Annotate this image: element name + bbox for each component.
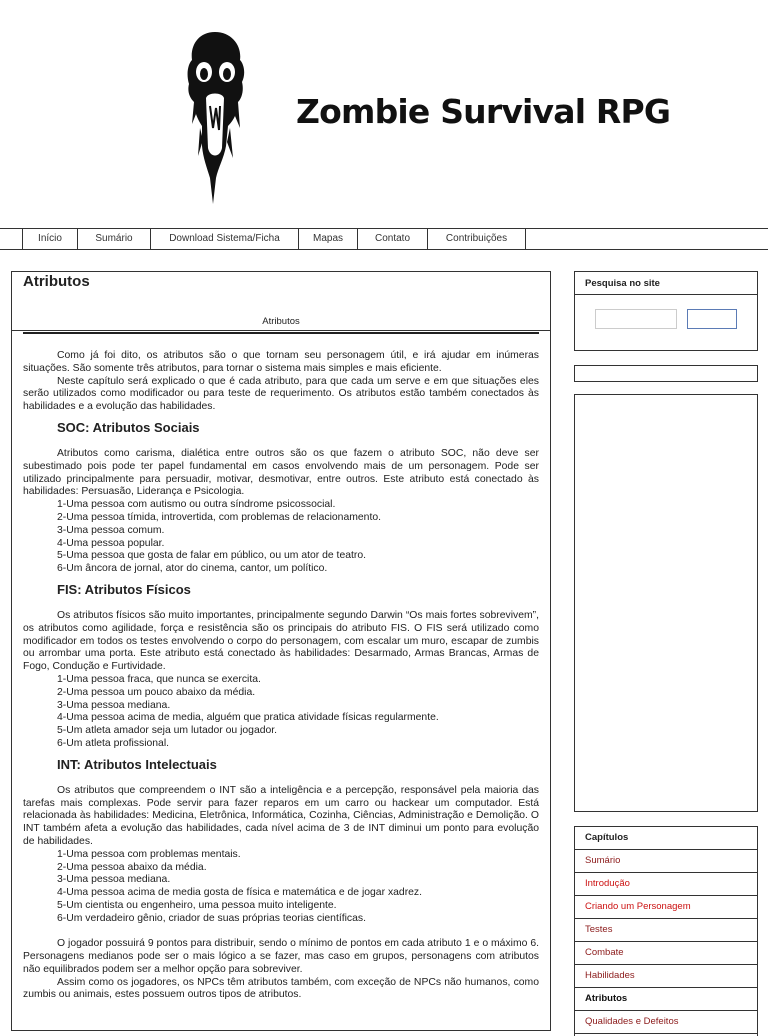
int-description: Os atributos que compreendem o INT são a inteligência e a percepção, responsável pela maioria das tarefas mais complexas. Pode servir para fazer reparos em um carro ou hackear um computador. Está relacionada às habilidades: Medicina, Eletrônica, Informática, Cozinha, Ciências, Administração e Demolição. O INT também afeta a evolução das habilidades, cada nível acima de 3 de INT diminui um ponto para evolução de habilidades. — [23, 784, 539, 847]
nav-item-sumario[interactable]: Sumário — [78, 229, 151, 249]
soc-level-item: 3-Uma pessoa comum. — [57, 524, 165, 536]
int-level-item: 4-Uma pessoa acima de media gosta de física e matemática e de jogar xadrez. — [57, 887, 423, 899]
title-divider — [12, 330, 550, 331]
post-subtitle: Atributos — [262, 316, 300, 327]
search-button[interactable] — [687, 309, 737, 329]
section-heading-int: INT: Atributos Intelectuais — [57, 756, 217, 772]
int-level-item: 3-Uma pessoa mediana. — [57, 874, 171, 886]
int-level-item: 2-Uma pessoa abaixo da média. — [57, 861, 207, 873]
int-level-item: 6-Um verdadeiro gênio, criador de suas próprias teorias científicas. — [57, 912, 366, 924]
search-input[interactable] — [595, 309, 677, 329]
closing-paragraph: O jogador possuirá 9 pontos para distribuir, sendo o mínimo de pontos em cada atributo 1 e o máximo 6. Personagens medianos pode ser o mais lógico a se fazer, mas caso em grupos, personagens com atributos não equilibrados podem ser a melhor opção para sobreviver. — [23, 938, 539, 975]
chapter-link-habilidades[interactable]: Habilidades — [575, 965, 757, 988]
paragraph-gap — [23, 925, 539, 938]
sidebar-widget-empty — [574, 394, 758, 812]
fis-description: Os atributos físicos são muito importantes, principalmente segundo Darwin “Os mais fortes sobrevivem”, os atributos como agilidade, força e resistência são os principais do atributo FIS. O FIS será utilizado como modificador em todos os testes envolvendo o corpo do personagem, com escalar um muro, escapar de zumbis ou arrombar uma porta. Este atributo está conectado às habilidades: Desarmado, Armas Brancas, Armas de Fogo, Condução e Furtividade. — [23, 609, 539, 673]
fis-level-item: 4-Uma pessoa acima de media, alguém que pratica atividade físicas regularmente. — [57, 712, 439, 724]
nav-item-mapas[interactable]: Mapas — [299, 229, 358, 249]
intro-paragraph: Neste capítulo será explicado o que é cada atributo, para que cada um serve e em que situações eles serão utilizados como modificador ou para teste de requerimento. Os atributos estão também conectados às habilidades e a evolução das habilidades. — [23, 375, 539, 413]
int-level-item: 1-Uma pessoa com problemas mentais. — [57, 848, 241, 860]
nav-item-download[interactable]: Download Sistema/Ficha — [151, 229, 299, 249]
soc-level-item: 6-Um âncora de jornal, ator do cinema, cantor, um político. — [57, 563, 328, 575]
search-widget — [574, 271, 758, 351]
int-level-item: 5-Um cientista ou engenheiro, uma pessoa muito inteligente. — [57, 899, 337, 911]
site-title[interactable]: Zombie Survival RPG — [296, 92, 671, 131]
chapter-link-qualidades-defeitos[interactable]: Qualidades e Defeitos — [575, 1011, 757, 1034]
chapter-link-combate[interactable]: Combate — [575, 942, 757, 965]
chapter-link-introducao[interactable]: Introdução — [575, 873, 757, 896]
zombie-skull-logo-icon[interactable] — [180, 28, 250, 210]
soc-level-item: 1-Uma pessoa com autismo ou outra síndrome psicossocial. — [57, 499, 336, 511]
nav-item-inicio[interactable]: Início — [23, 229, 78, 249]
post-title: Atributos — [23, 273, 90, 290]
nav-item-contato[interactable]: Contato — [358, 229, 428, 249]
chapter-link-sumario[interactable]: Sumário — [575, 850, 757, 873]
sidebar-widget-empty — [574, 365, 758, 382]
soc-description: Atributos como carisma, dialética entre outros são os que fazem o atributo SOC, não deve ser subestimado pois pode ter papel fundamental em casos envolvendo mais de um personagem. Pode ser utilizado principalmente para persuadir, motivar, desmotivar, entre outros. Este atributo está conectado às habilidades: Persuasão, Liderança e Psicologia. — [23, 447, 539, 498]
fis-level-item: 2-Uma pessoa um pouco abaixo da média. — [57, 686, 256, 698]
site-header — [0, 0, 768, 228]
soc-level-item: 2-Uma pessoa tímida, introvertida, com problemas de relacionamento. — [57, 511, 381, 523]
fis-level-item: 3-Uma pessoa mediana. — [57, 699, 171, 711]
nav-item-contribuicoes[interactable]: Contribuições — [428, 229, 526, 249]
chapter-link-atributos[interactable]: Atributos — [575, 988, 757, 1011]
subtitle-underline — [23, 332, 539, 334]
soc-level-item: 4-Uma pessoa popular. — [57, 537, 165, 549]
intro-paragraph: Como já foi dito, os atributos são o que tornam seu personagem útil, e irá ajudar em inúmeras situações. São somente três atributos, para tornar o sistema mais simples e mais eficiente. — [23, 350, 539, 374]
search-widget-title: Pesquisa no site — [575, 272, 757, 295]
chapters-widget-title: Capítulos — [575, 827, 757, 850]
fis-level-item: 5-Um atleta amador seja um lutador ou jogador. — [57, 725, 278, 737]
main-navigation — [0, 228, 768, 250]
chapters-widget — [574, 826, 758, 1036]
fis-level-item: 1-Uma pessoa fraca, que nunca se exercita. — [57, 673, 261, 685]
chapter-link-testes[interactable]: Testes — [575, 919, 757, 942]
chapter-link-criando-personagem[interactable]: Criando um Personagem — [575, 896, 757, 919]
closing-paragraph: Assim como os jogadores, os NPCs têm atributos também, com exceção de NPCs não humanos, como zumbis ou animais, estes possuem outros tipos de atributos. — [23, 976, 539, 1001]
soc-level-item: 5-Uma pessoa que gosta de falar em público, ou um ator de teatro. — [57, 550, 367, 562]
post-container — [11, 271, 551, 1031]
fis-level-item: 6-Um atleta profissional. — [57, 737, 170, 749]
post-body — [23, 350, 539, 1002]
section-heading-soc: SOC: Atributos Sociais — [57, 419, 200, 435]
section-heading-fis: FIS: Atributos Físicos — [57, 581, 191, 597]
